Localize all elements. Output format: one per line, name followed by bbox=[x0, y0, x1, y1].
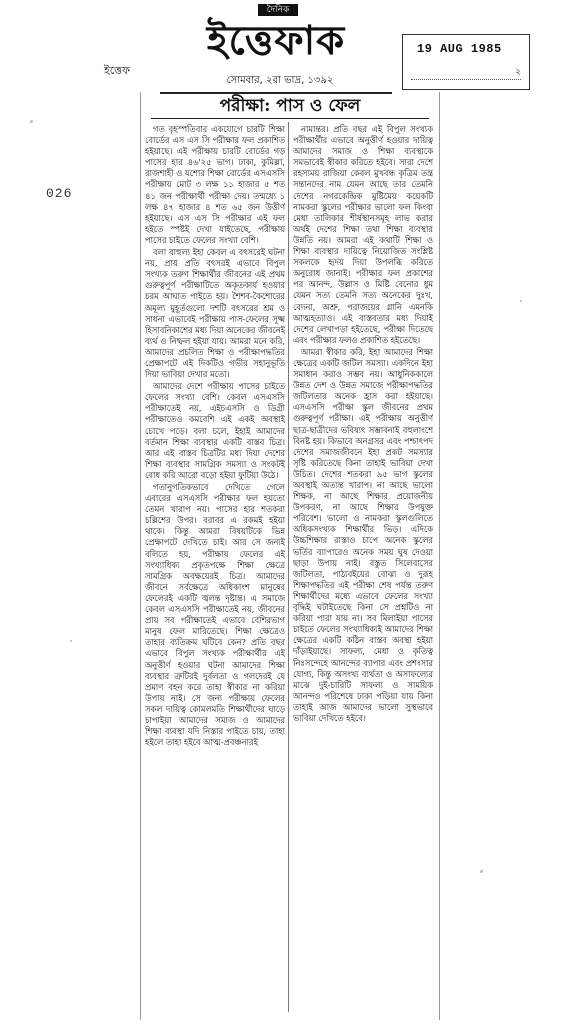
article-paragraph: গতানুগতিকভাবে দেখিতে গেলে এবারের এসএসসি পরীক্ষার ফল হয়তো তেমন খারাপ নয়। পাসের হার শতকরা চল্লিশের উপর। বরাবর এ রকমই হইয়া থাকে। কিন্তু আমরা বিষয়টিকে ভিন্ন প্রেক্ষাপটে দেখিতে চাই। আর সে জন্যই বলিতে হয়, পরীক্ষায় ফেলের এই সংখ্যাধিক্য প্রকৃতপক্ষে শিক্ষা ক্ষেত্রে সামগ্রিক অবক্ষয়েরই চিত্র। আমাদের জীবনে সর্বক্ষেত্রে অধিকাংশ মানুষের ফেলেরই একটি জ্বলন্ত দৃষ্টান্ত। এ সমাজে কেবল এসএসসি পরীক্ষাতেই নয়, জীবনের প্রায় সব পরীক্ষাতেই এভাবে বেশিরভাগ মানুষ ফেল মারিতেছে। শিক্ষা ক্ষেত্রেও তাহার ব্যতিক্রম ঘটিবে কেন? প্রতি বছর এভাবে বিপুল সংখ্যক পরীক্ষার্থীর এই অনুত্তীর্ণ হওয়ার ঘটনা আমাদের শিক্ষা ব্যবস্থার ত্রুটিরই দুর্বলতা ও গলদেরই যে প্রমাণ বহন করে তাহা স্বীকার না করিয়া উপায় নাই। সে জন্য পরীক্ষায় ফেলের সকল দায়িত্ব কোমলমতি শিক্ষার্থীদের ঘাড়ে চাপাইয়া আমাদের সমাজ ও আমাদের শিক্ষা ব্যবস্থা যদি নিস্তার পাইতে চায়, তাহা হইলে তাহা হইবে আত্ম-প্রবঞ্চনারই bbox=[145, 482, 285, 748]
masthead-dateline: সোমবার, ২রা ভাদ্র, ১৩৯২ bbox=[226, 75, 334, 86]
article-paragraph: আমরা স্বীকার করি, ইহা আমাদের শিক্ষা ক্ষেত্রের একটি জটিল সমস্যা। একদিনে ইহা সমাধান করাও সম্ভব নয়। আধুনিককালে উন্নত দেশ ও উন্নত সমাজে পরীক্ষাপদ্ধতির জটিলতার অনেক হ্রাস করা হইয়াছে। এসএসসি পরীক্ষা স্কুল জীবনের প্রথম গুরুত্বপূর্ণ পরীক্ষা। এই পরীক্ষায় অনুত্তীর্ণ ছাত্র-ছাত্রীদের ভবিষ্যৎ সম্ভাবনাই বহুলাংশে বিনষ্ট হয়। কিভাবে অনগ্রসর এবং পশ্চাৎপদ দেশের সমাজজীবনে ইহা প্রকট সমস্যার সৃষ্টি করিতেছে কিনা তাহাই ভাবিয়া দেখা উচিত। দেশের শতকরা ৯৫ ভাগ স্কুলের অবস্থাই অত্যন্ত খারাপ। না আছে ভালো শিক্ষক, না আছে শিক্ষার প্রয়োজনীয় উপকরণ, না আছে শিক্ষার উপযুক্ত পরিবেশ। ভালো ও নামকরা স্কুলগুলিতে অধিকসংখ্যক শিক্ষার্থীর ভিড়। এদিকে উচ্চশিক্ষার রাস্তাও চাপে অনেক স্কুলের ভর্তির ব্যাপারেও অনেক সময় ঘুষ দেওয়া ছাড়া উপায় নাই। বস্তুত সিলেবাসের জটিলতা, পাঠ্যবইয়ের বোঝা ও দুরূহ শিক্ষাপদ্ধতির এই পরীক্ষা শেষ পর্যন্ত তরুণ শিক্ষার্থীদের মধ্যে এভাবে ফেলের সংখ্যা বৃদ্ধিই ঘটাইতেছে কিনা সে প্রশ্নটিও না করিয়া পারা যায় না। সব মিলাইয়া পাসের চাইতে ফেলের সংখ্যাধিক্যই আমাদের শিক্ষা ক্ষেত্রের একটি কঠিন বাস্তব অবস্থা হইয়া দাঁড়াইয়াছে। সাফল্য, মেধা ও কৃতিত্ব নিঃসন্দেহে আনন্দের ব্যাপার এবং প্রশংসার যোগ্য, কিন্তু অসংখ্য ব্যর্থতা ও অসাফল্যের মাঝে দুই-চারিটি সাফল্য ও সাময়িক আনন্দও পরিশেষে ঢাকা পড়িয়া যায় কিনা তাহাই আজ আমাদের ভালো সুস্থভাবে ভাবিয়া দেখিতে হইবে। bbox=[293, 346, 433, 723]
archive-number: 026 bbox=[46, 186, 73, 201]
newspaper-title: ইত্তেফাক bbox=[206, 17, 346, 64]
newspaper-masthead bbox=[160, 4, 392, 94]
article-paragraph: আমাদের দেশে পরীক্ষায় পাসের চাইতে ফেলের সংখ্যা বেশি। কেবল এসএসসি পরীক্ষাতেই নয়, এইচএসসি ও ডিগ্রী পরীক্ষাতেও কমবেশি এই একই অবস্থাই চোখে পড়ে। বলা চলে, ইহাই আমাদের বর্তমান শিক্ষা ব্যবস্থার একটি বাস্তব চিত্র। আর এই বাস্তব চিত্রটির মধ্য দিয়া দেশের শিক্ষা ব্যবস্থার সামগ্রিক সমস্যা ও সংকটই বোধ করি আরো বড়ো হইয়া ফুটিয়া উঠে। bbox=[145, 381, 285, 480]
article-column-left bbox=[145, 124, 285, 1012]
scan-speck bbox=[520, 300, 522, 302]
article-headline: পরীক্ষা: পাস ও ফেল bbox=[151, 94, 429, 119]
column-divider bbox=[288, 122, 289, 1012]
article-paragraph: নামান্তর। প্রতি বছর এই বিপুল সংখ্যক পরীক্ষার্থীর এভাবে অনুত্তীর্ণ হওয়ার দায়িত্ব আমাদের সমাজ ও শিক্ষা ব্যবস্থাকে সমভাবেই স্বীকার করিতে হইবে। সারা দেশে রহস্যময় রাজিয়া কেবল মুখবন্ধ কৃত্রিম তন্ত্র সন্তানদের নাম যেমন আছে তার তেমনি দেশের নগরকেন্দ্রিক মুষ্টিমেয় কয়েকটি নামকরা স্কুলের পরীক্ষার ভালো ফল কিংবা মেধা তালিকার শীর্ষস্থানসমূহ লাভ করার অর্থই দেশের শিক্ষা তথা শিক্ষা ব্যবস্থার উন্নতি নয়। আমরা এই কথাটি শিক্ষা ও শিক্ষা ব্যবস্থার দায়িত্বে নিয়োজিত সংশ্লিষ্ট সকলকে হৃদয় দিয়া উপলব্ধি করিতে অনুরোধ জানাই। পরীক্ষার ফল প্রকাশের পর আনন্দ, উল্লাস ও মিষ্টি বেনোর ধুম যেমন সত্য তেমনি সত্য অনেকের দুঃখ, বেদনা, অশ্রু, পরাজয়ের গ্লানি এমনকি আত্মহত্যাও। এই বাস্তবতার মধ্য দিয়াই দেশের লেখাপড়া হইতেছে, পরীক্ষা দিতেছে এবং পরীক্ষার ফলও প্রকাশিত হইতেছে। bbox=[293, 124, 433, 345]
article-clipping bbox=[140, 92, 440, 1020]
article-paragraph: গত বৃহস্পতিবার একযোগে চারটি শিক্ষা বোর্ডের এস এস সি পরীক্ষার ফল প্রকাশিত হইয়াছে। এই পরীক্ষায় চারটি বোর্ডের গড় পাসের হার ৪৬'২৫ ভাগ। ঢাকা, কুমিল্লা, রাজশাহী ও যশোর শিক্ষা বোর্ডের এসএসসি পরীক্ষায় মোট ৩ লক্ষ ১১ হাজার ৫ শত ৪১ জন পরীক্ষার্থী পরীক্ষা দেয়। তন্মধ্যে ১ লক্ষ ৪৭ হাজার ৪ শত ৬৫ জন উত্তীর্ণ হইয়াছে। এস এস সি পরীক্ষার এই ফল হইতে স্পষ্টই দেখা যাইতেছে, পরীক্ষায় পাসের চাইতে ফেলের সংখ্যা বেশি। bbox=[145, 124, 285, 245]
stamp-second-line: ২ bbox=[411, 65, 521, 80]
scan-speck bbox=[480, 870, 483, 873]
scan-speck bbox=[70, 640, 72, 642]
article-paragraph: বলা বাহুল্য ইহা কেবল এ বৎসরেই ঘটনা নয়, প্রায় প্রতি বৎসরই এভাবে বিপুল সংখ্যক তরুণ শিক্ষার্থীর জীবনের এই প্রথম গুরুত্বপূর্ণ পরীক্ষাটিতে অকৃতকার্য হওয়ার চরম আঘাত পাইতে হয়। শৈশব-কৈশোরের অমূল্য মুহূর্তগুলো দশটি বৎসরের শ্রম ও সাধনা এভাবেই পরীক্ষায় পাস-ফেলের সূক্ষ্ম হিসাবনিকাশের মধ্য দিয়া অনেকের জীবনেই ব্যর্থ ও নিষ্ফল হইয়া যায়। আমরা মনে করি, আমাদের প্রচলিত শিক্ষা ও পরীক্ষাপদ্ধতির প্রেক্ষাপটে এই দিকটিও গভীর সহানুভূতি দিয়া ভাবিয়া দেখার মতো। bbox=[145, 247, 285, 380]
scan-speck bbox=[30, 120, 33, 123]
stamp-date: 19 AUG 1985 bbox=[417, 42, 502, 56]
article-column-right bbox=[293, 124, 433, 1012]
masthead-tag: দৈনিক bbox=[258, 4, 298, 16]
clipping-source-mark: ইত্তেফ bbox=[104, 64, 131, 77]
date-stamp bbox=[402, 34, 530, 90]
